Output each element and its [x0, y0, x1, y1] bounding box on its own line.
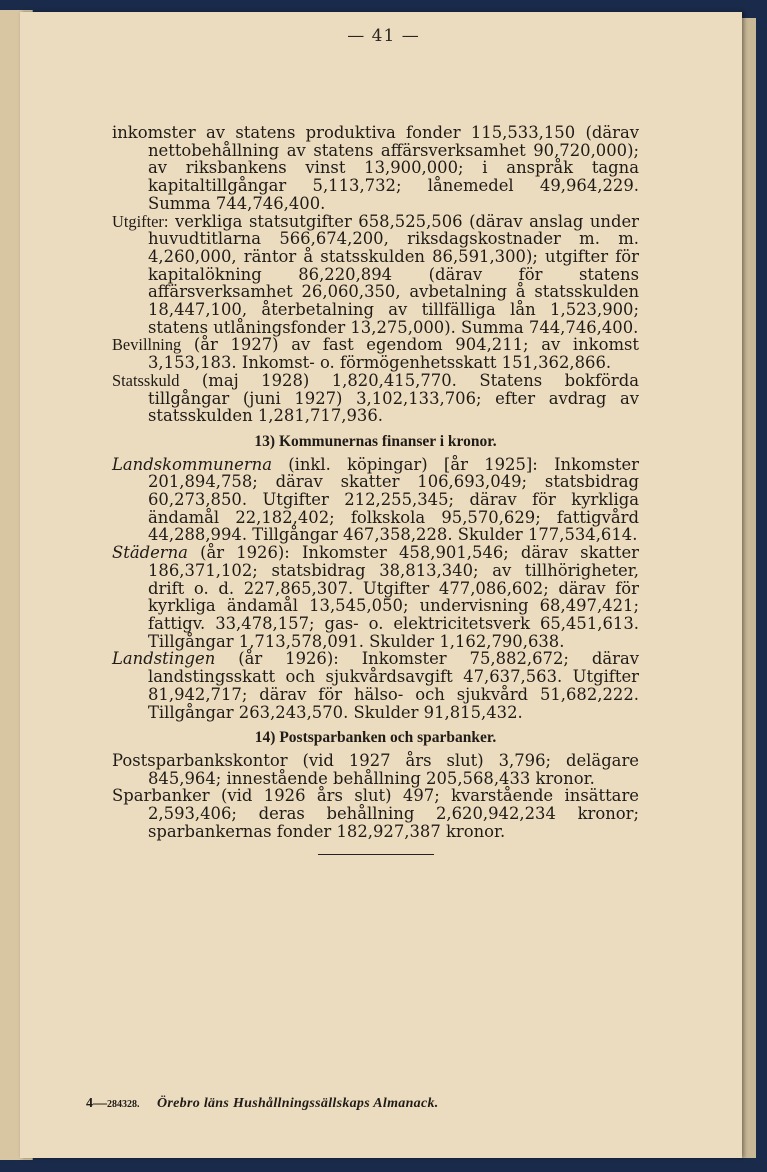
- paragraph-utgifter: Utgifter: verkliga statsutgifter 658,525,506 (därav anslag under huvudtitlarna 566,674,200, riksdagskostnader m. m. 4,260,000, räntor å statsskulden 86,591,300); utgifter för kapitalökning 86,220,894 (därav för statens affärsverksamhet 26,060,350, avbetalning å statsskulden 18,447,100, återbetalning av tillfälliga lån 1,523,900; statens utlåningsfonder 13,275,000). Summa 744,746,400.: [112, 211, 639, 337]
- paragraph-statsskuld: Statsskuld (maj 1928) 1,820,415,770. Statens bokförda tillgångar (juni 1927) 3,102,133,706; efter avdrag av statsskulden 1,281,717,936.: [112, 370, 639, 426]
- section-heading-13: 13) Kommunernas finanser i kronor.: [254, 432, 497, 450]
- paragraph-bevillning: Bevillning (år 1927) av fast egendom 904,211; av inkomst 3,153,183. Inkomst- o. förmögenhetsskatt 151,362,866.: [112, 335, 639, 373]
- paragraph-sparbanker: Sparbanker (vid 1926 års slut) 497; kvarstående insättare 2,593,406; deras behållning 2,620,942,234 kronor; sparbankernas fonder 182,927,387 kronor.: [112, 786, 639, 841]
- paragraph-statens-inkomster: inkomster av statens produktiva fonder 115,533,150 (därav nettobehållning av statens affärsverksamhet 90,720,000); av riksbankens vinst 13,900,000; i anspråk tagna kapitaltillgångar 5,113,732; lånemedel 49,964,229. Summa 744,746,400.: [112, 123, 639, 213]
- paragraph-landstingen: Landstingen (år 1926): Inkomster 75,882,672; därav landstingsskatt och sjukvårdsavgift 47,637,563. Utgifter 81,942,717; därav för hälso- och sjukvård 51,682,222. Tillgångar 263,243,570. Skulder 91,815,432.: [112, 649, 639, 722]
- paragraph-staderna: Städerna (år 1926): Inkomster 458,901,546; därav skatter 186,371,102; statsbidrag 38,813,340; av tillhörigheter, drift o. d. 227,865,307. Utgifter 477,086,602; därav för kyrkliga ändamål 13,545,050; undervisning 68,497,421; fattigv. 33,478,157; gas- o. elektricitetsverk 65,451,613. Tillgångar 1,713,578,091. Skulder 1,162,790,638.: [112, 543, 639, 651]
- section-heading-14: 14) Postsparbanken och sparbanker.: [254, 729, 497, 747]
- end-rule-divider: [318, 854, 434, 855]
- paragraph-landskommunerna: Landskommunerna (inkl. köpingar) [år 1925]: Inkomster 201,894,758; därav skatter 106,693,049; statsbidrag 60,273,850. Utgifter 212,255,345; därav för kyrkliga ändamål 22,182,402; folkskola 95,570,629; fattigvård 44,288,994. Tillgångar 467,358,228. Skulder 177,534,614.: [112, 454, 639, 545]
- page-body: [112, 124, 639, 855]
- paragraph-postsparbankskontor: Postsparbankskontor (vid 1927 års slut) 3,796; delägare 845,964; innestående behållning 205,568,433 kronor.: [112, 750, 639, 788]
- page-number: — 41 —: [347, 26, 420, 46]
- page-footer: 4—284328. Örebro läns Hushållningssällskaps Almanack.: [86, 1096, 439, 1111]
